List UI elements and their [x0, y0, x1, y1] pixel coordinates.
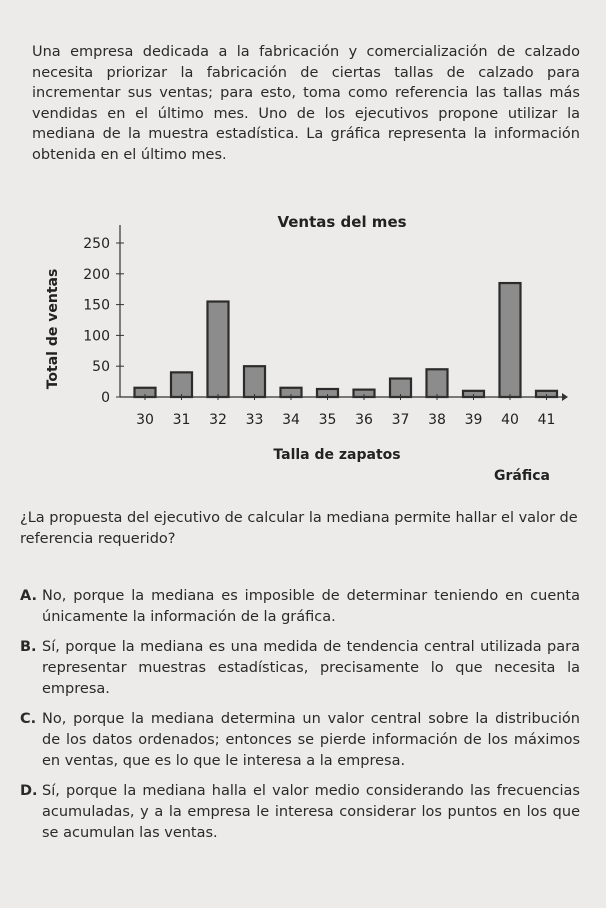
option-c[interactable]: [20, 709, 580, 772]
y-tick-label: 50: [92, 359, 110, 376]
y-axis-label: Total de ventas: [45, 268, 61, 390]
option-letter: D.: [20, 783, 38, 799]
x-ticks: [136, 394, 555, 428]
answer-options: [20, 586, 580, 853]
problem-statement: Una empresa dedicada a la fabricación y comercialización de calzado necesita priorizar la fabricación de ciertas tallas de calzado para incrementar sus ventas; para esto, toma como referencia las tallas más vendidas en el último mes. Uno de los ejecutivos propone utilizar la mediana de la muestra estadística. La gráfica representa la información obtenida en el último mes.: [32, 44, 580, 163]
x-tick-label: 32: [209, 412, 227, 428]
option-text: Sí, porque la mediana halla el valor medio considerando las frecuencias acumuladas, y a la empresa le interesa considerar los puntos en los que se acumulan las ventas.: [42, 783, 580, 841]
x-tick-label: 39: [464, 412, 483, 428]
chart-title: Ventas del mes: [277, 213, 407, 231]
option-d[interactable]: [20, 781, 580, 844]
option-b[interactable]: [20, 637, 580, 700]
x-axis-arrow: [562, 393, 568, 401]
x-tick-label: 37: [391, 412, 410, 428]
x-tick-label: 36: [355, 412, 373, 428]
y-tick-label: 200: [83, 266, 110, 283]
bar-talla-38: [427, 369, 448, 397]
y-tick-label: 0: [101, 390, 110, 406]
sales-bar-chart: [0, 205, 606, 495]
option-a[interactable]: [20, 586, 580, 628]
bars: [135, 283, 558, 397]
option-text: Sí, porque la mediana es una medida de tendencia central utilizada para representar muestras estadísticas, precisamente lo que necesita la empresa.: [42, 639, 580, 697]
y-tick-label: 100: [83, 328, 110, 345]
chart-caption: Gráfica: [494, 468, 550, 484]
option-letter: A.: [20, 588, 37, 604]
bar-talla-40: [500, 283, 521, 397]
bar-talla-32: [208, 302, 229, 397]
option-text: No, porque la mediana determina un valor central sobre la distribución de los datos ordenados; entonces se pierde información de los máximos en ventas, que es lo que le interesa a la empresa.: [42, 711, 580, 769]
x-tick-label: 34: [282, 412, 300, 428]
x-tick-label: 30: [136, 412, 154, 428]
x-tick-label: 41: [537, 412, 556, 428]
x-axis-label: Talla de zapatos: [273, 447, 401, 463]
y-ticks: [83, 236, 124, 406]
x-tick-label: 31: [172, 412, 191, 428]
option-letter: C.: [20, 711, 37, 727]
x-tick-label: 38: [428, 412, 446, 428]
option-text: No, porque la mediana es imposible de determinar teniendo en cuenta únicamente la información de la gráfica.: [42, 588, 580, 625]
question-text: ¿La propuesta del ejecutivo de calcular la mediana permite hallar el valor de referencia requerido?: [20, 510, 578, 547]
option-letter: B.: [20, 639, 37, 655]
x-tick-label: 40: [501, 412, 519, 428]
y-tick-label: 150: [83, 297, 110, 314]
y-tick-label: 250: [83, 236, 110, 252]
x-tick-label: 33: [245, 412, 264, 428]
bar-talla-31: [171, 372, 192, 397]
x-tick-label: 35: [318, 412, 337, 428]
bar-talla-33: [244, 366, 265, 397]
